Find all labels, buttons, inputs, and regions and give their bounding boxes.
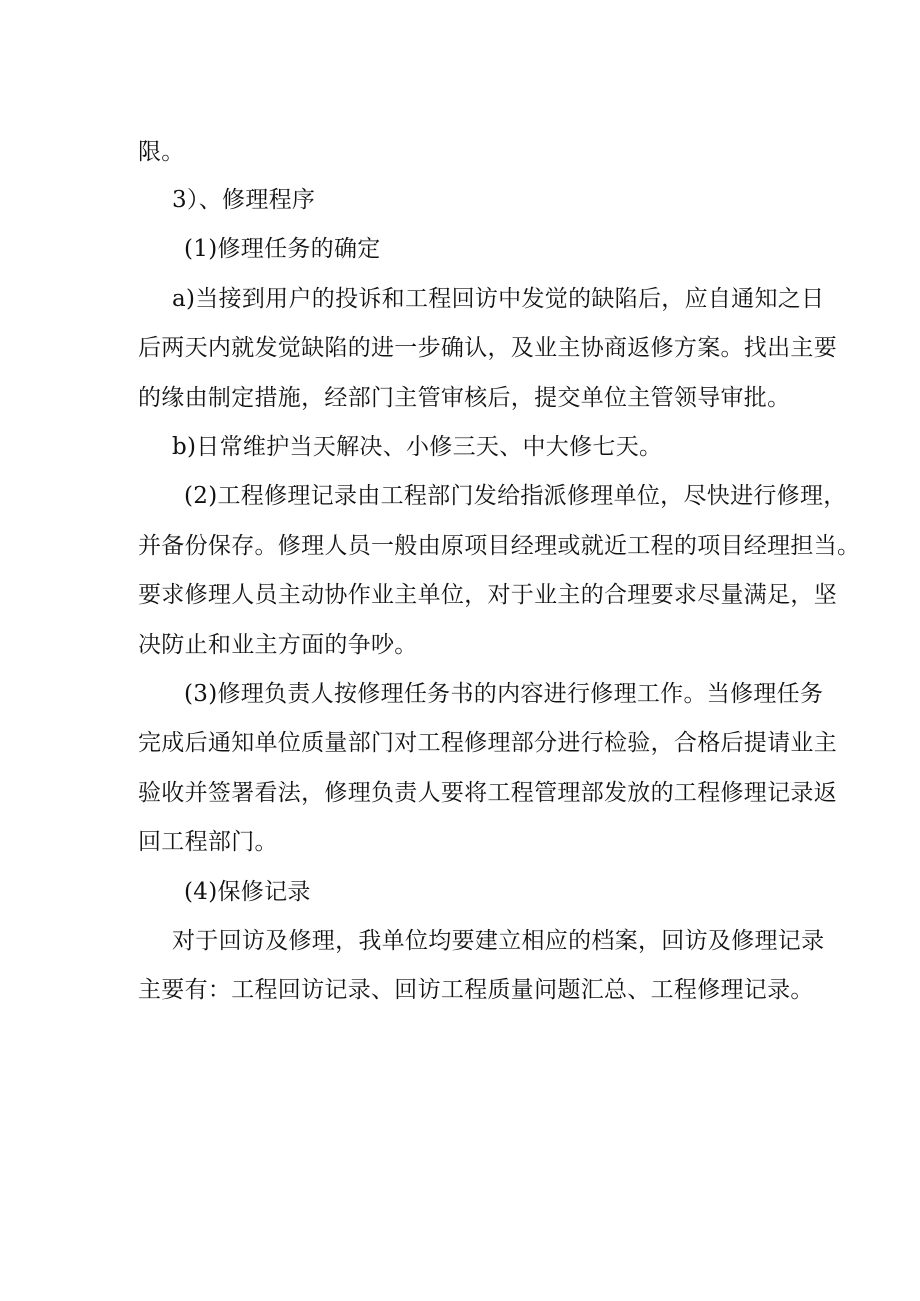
text-line: 完成后通知单位质量部门对工程修理部分进行检验，合格后提请业主 [138, 730, 837, 756]
text-line: 验收并签署看法，修理负责人要将工程管理部发放的工程修理记录返 [138, 780, 837, 806]
text-line: a)当接到用户的投诉和工程回访中发觉的缺陷后，应自通知之日 [172, 286, 825, 312]
subsection-heading: (4)保修记录 [184, 879, 311, 905]
subsection-heading: (1)修理任务的确定 [184, 236, 381, 262]
text-line: 要求修理人员主动协作业主单位，对于业主的合理要求尽量满足，坚 [138, 582, 837, 608]
text-line: (2)工程修理记录由工程部门发给指派修理单位，尽快进行修理， [184, 483, 847, 509]
text-line: b)日常维护当天解决、小修三天、中大修七天。 [172, 434, 663, 460]
text-line: 并备份保存。修理人员一般由原项目经理或就近工程的项目经理担当。 [138, 533, 861, 559]
section-heading: 3）、修理程序 [172, 187, 316, 213]
text-line: 的缘由制定措施，经部门主管审核后，提交单位主管领导审批。 [138, 385, 791, 411]
text-line: 对于回访及修理，我单位均要建立相应的档案，回访及修理记录 [172, 928, 825, 954]
text-line: 后两天内就发觉缺陷的进一步确认，及业主协商返修方案。找出主要 [138, 335, 837, 361]
text-line: 限。 [138, 139, 185, 165]
text-line: 回工程部门。 [138, 829, 278, 855]
text-line: 主要有：工程回访记录、回访工程质量问题汇总、工程修理记录。 [138, 977, 814, 1003]
text-line: (3)修理负责人按修理任务书的内容进行修理工作。当修理任务 [184, 681, 824, 707]
text-line: 决防止和业主方面的争吵。 [138, 632, 418, 658]
